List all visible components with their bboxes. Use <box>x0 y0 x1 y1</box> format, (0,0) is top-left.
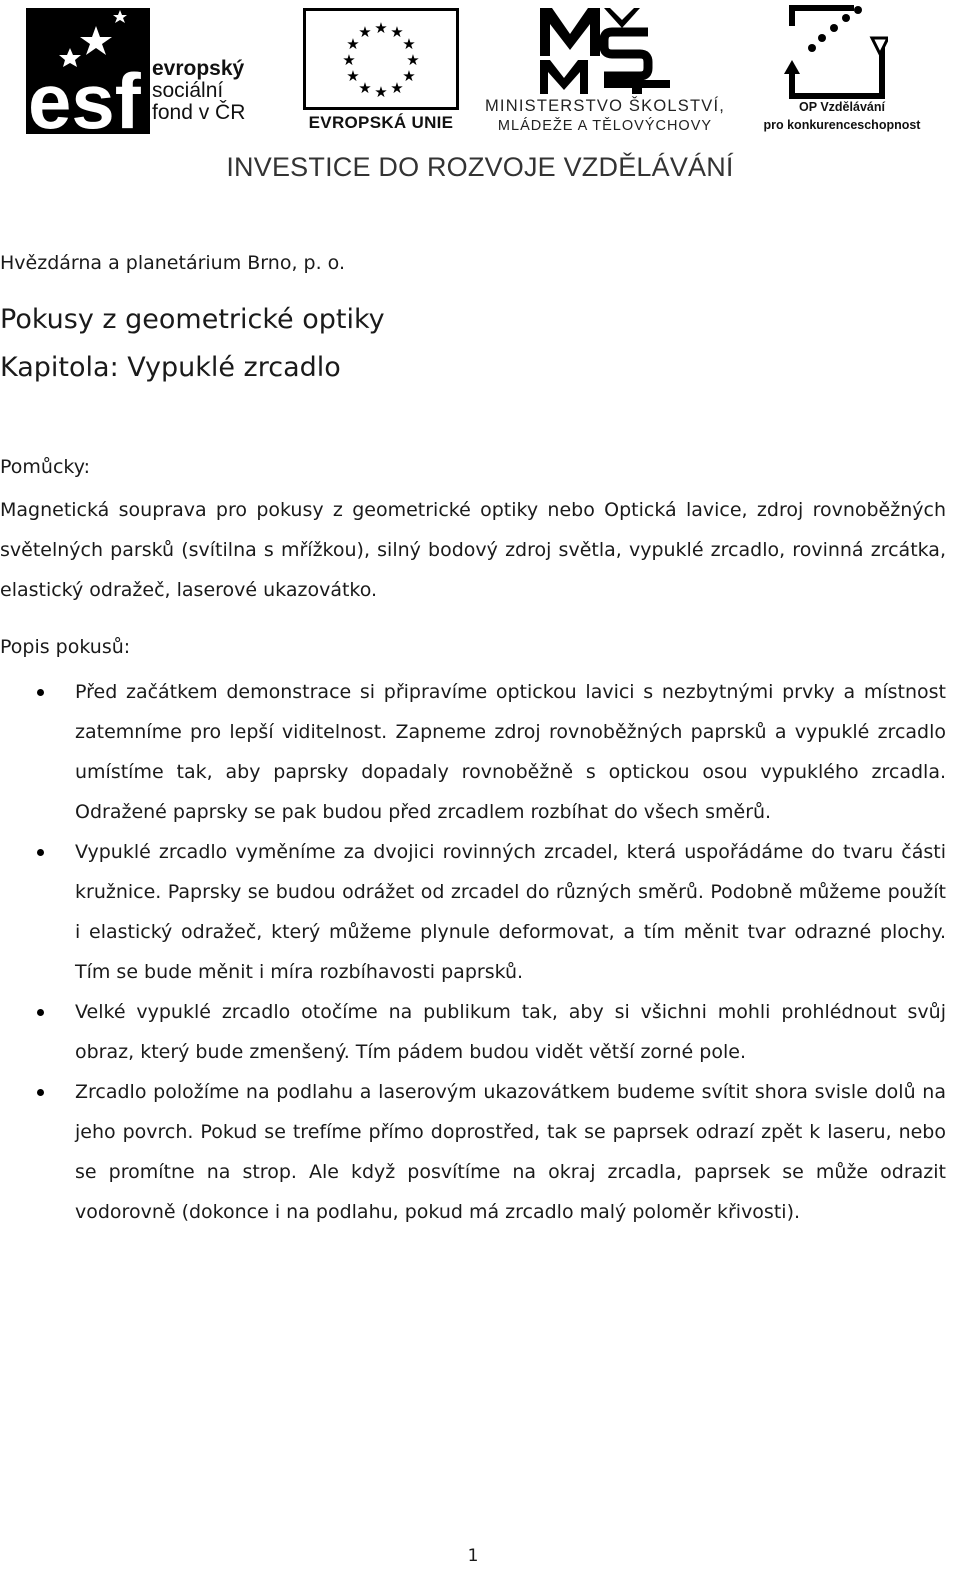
svg-text:★: ★ <box>346 35 360 53</box>
svg-text:★: ★ <box>402 35 416 53</box>
experiments-heading: Popis pokusů: <box>0 636 131 658</box>
esf-line2: sociální <box>152 79 224 102</box>
organization-line: Hvězdárna a planetárium Brno, p. o. <box>0 252 345 274</box>
msmt-label-line2: MLÁDEŽE A TĚLOVÝCHOVY <box>497 118 713 134</box>
svg-text:★: ★ <box>406 51 420 69</box>
document-subtitle: Kapitola: Vypuklé zrcadlo <box>0 352 341 383</box>
msmt-label-line1: MINISTERSTVO ŠKOLSTVÍ, <box>484 97 726 115</box>
tools-paragraph: Magnetická souprava pro pokusy z geometrické optiky nebo Optická lavice, zdroj rovnoběžných světelných parsků (svítilna s mřížkou), silný bodový zdroj světla, vypuklé zrcadlo, rovinná zrcátka, elastický odražeč, laserové ukazovátko. <box>0 499 946 601</box>
svg-text:esf: esf <box>28 57 141 134</box>
investice-banner: INVESTICE DO ROZVOJE VZDĚLÁVÁNÍ <box>226 152 734 182</box>
msmt-logo <box>540 8 670 94</box>
bullet-icon <box>37 1009 44 1016</box>
logo-strip <box>0 0 960 200</box>
svg-text:★: ★ <box>402 67 416 85</box>
list-item <box>0 1072 946 1232</box>
eu-flag-logo <box>303 8 459 110</box>
op-label-line2: pro konkurenceschopnost <box>763 118 921 132</box>
bullet-icon <box>37 689 44 696</box>
experiments-list <box>0 672 946 1232</box>
svg-text:★: ★ <box>390 79 404 97</box>
svg-text:★: ★ <box>358 23 372 41</box>
svg-text:★: ★ <box>342 51 356 69</box>
esf-logo <box>26 8 150 134</box>
list-item-text: Zrcadlo položíme na podlahu a laserovým ukazovátkem budeme svítit shora svisle dolů na jeho povrch. Pokud se trefíme přímo doprostřed, tak se paprsek odrazí zpět k laseru, nebo se promítne na strop. Ale když posvítíme na okraj zrcadla, paprsek se může odrazit vodorovně (dokonce i na podlahu, pokud má zrcadlo malý poloměr křivosti). <box>75 1081 946 1223</box>
tools-heading: Pomůcky: <box>0 456 90 478</box>
list-item <box>0 672 946 832</box>
op-label-line1: OP Vzdělávání <box>799 100 885 114</box>
eu-label: EVROPSKÁ UNIE <box>308 113 454 132</box>
page-number: 1 <box>467 1546 479 1566</box>
svg-text:★: ★ <box>358 79 372 97</box>
bullet-icon <box>37 1089 44 1096</box>
svg-text:★: ★ <box>374 83 388 101</box>
esf-logo-text <box>152 58 245 124</box>
svg-text:★: ★ <box>374 19 388 37</box>
list-item-text: Vypuklé zrcadlo vyměníme za dvojici rovinných zrcadel, která uspořádáme do tvaru části kružnice. Paprsky se budou odrážet od zrcadel do různých směrů. Podobně můžeme použít i elastický odražeč, který můžeme plynule deformovat, a tím měnit tvar odrazné plochy. Tím se bude měnit i míra rozbíhavosti paprsků. <box>75 841 946 983</box>
document-title: Pokusy z geometrické optiky <box>0 304 385 335</box>
list-item <box>0 832 946 992</box>
list-item <box>0 992 946 1072</box>
svg-text:★: ★ <box>346 67 360 85</box>
list-item-text: Před začátkem demonstrace si připravíme optickou lavici s nezbytnými prvky a místnost zatemníme pro lepší viditelnost. Zapneme zdroj rovnoběžných paprsků a vypuklé zrcadlo umístíme tak, aby paprsky dopadaly rovnoběžně s optickou osou vypuklého zrcadla. Odražené paprsky se pak budou před zrcadlem rozbíhat do všech směrů. <box>75 681 946 823</box>
bullet-icon <box>37 849 44 856</box>
op-vzdelavani-logo <box>784 4 888 100</box>
esf-line3: fond v ČR <box>152 101 246 124</box>
esf-line1: evropský <box>152 57 245 80</box>
svg-text:★: ★ <box>390 23 404 41</box>
list-item-text: Velké vypuklé zrcadlo otočíme na publikum tak, aby si všichni mohli prohlédnout svůj obraz, který bude zmenšený. Tím pádem budou vidět větší zorné pole. <box>75 1001 946 1063</box>
